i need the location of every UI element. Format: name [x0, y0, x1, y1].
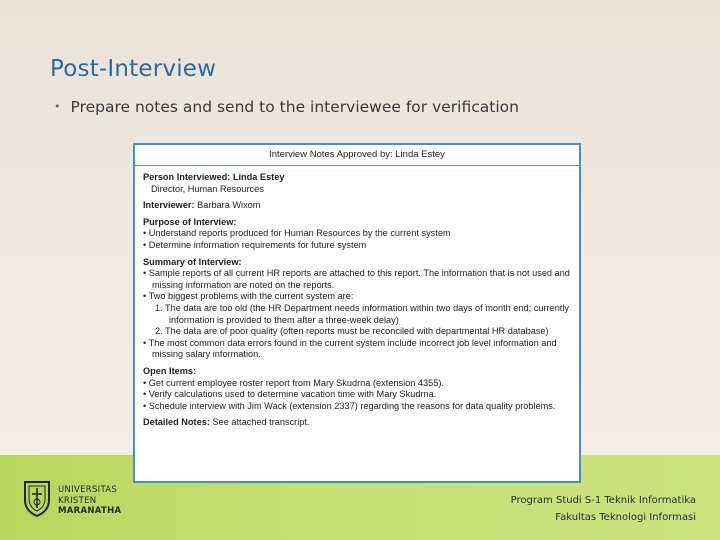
faculty-name: Fakultas Teknologi Informasi	[555, 512, 696, 523]
detailed-notes-label: Detailed Notes:	[143, 417, 210, 428]
interviewer-line	[143, 200, 571, 212]
bullet-dot-icon: •	[54, 100, 61, 113]
person-interviewed: Person Interviewed: Linda Estey	[143, 172, 285, 182]
summary-item: • Two biggest problems with the current system are:	[143, 291, 354, 302]
slide-bullet-text: Prepare notes and send to the interviewee for verification	[70, 98, 519, 116]
document-body	[135, 166, 579, 429]
purpose-item: • Understand reports produced for Human Resources by the current system	[143, 228, 451, 239]
interviewer-name: Barbara Wixom	[197, 200, 261, 211]
interview-notes-document	[133, 143, 581, 483]
purpose-label: Purpose of Interview:	[143, 216, 237, 227]
summary-numbered-item: 2. The data are of poor quality (often reports must be reconciled with departmental HR database)	[155, 326, 549, 337]
program-name: Program Studi S-1 Teknik Informatika	[510, 495, 696, 506]
interviewer-label: Interviewer:	[143, 200, 195, 211]
summary-item: • Sample reports of all current HR reports are attached to this report. The information that is not used and missing information are noted on the reports.	[143, 268, 570, 290]
person-role: Director, Human Resources	[151, 183, 264, 194]
slide-title: Post-Interview	[50, 56, 217, 82]
detailed-notes-line	[143, 417, 571, 429]
university-name: UNIVERSITAS KRISTEN MARANATHA	[58, 485, 122, 516]
document-header: Interview Notes Approved by: Linda Estey	[135, 145, 579, 166]
open-items-label: Open Items:	[143, 365, 197, 376]
purpose-item: • Determine information requirements for future system	[143, 239, 367, 250]
program-info	[511, 492, 696, 526]
university-crest-icon	[22, 478, 52, 518]
summary-label: Summary of Interview:	[143, 256, 242, 267]
open-item: • Verify calculations used to determine vacation time with Mary Skudrna.	[143, 389, 437, 400]
open-item: • Get current employee roster report from Mary Skudrna (extension 4355).	[143, 377, 444, 388]
open-item: • Schedule interview with Jim Wack (extension 2337) regarding the reasons for data quality problems.	[143, 400, 556, 411]
summary-numbered-item: 1. The data are too old (the HR Department needs information within two days of month end; currently information is provided to them after a three-week delay)	[155, 302, 569, 325]
summary-item: • The most common data errors found in the current system include incorrect job level information and missing salary information.	[143, 337, 557, 360]
slide-bullet	[54, 98, 519, 116]
detailed-notes-value: See attached transcript.	[212, 417, 310, 428]
